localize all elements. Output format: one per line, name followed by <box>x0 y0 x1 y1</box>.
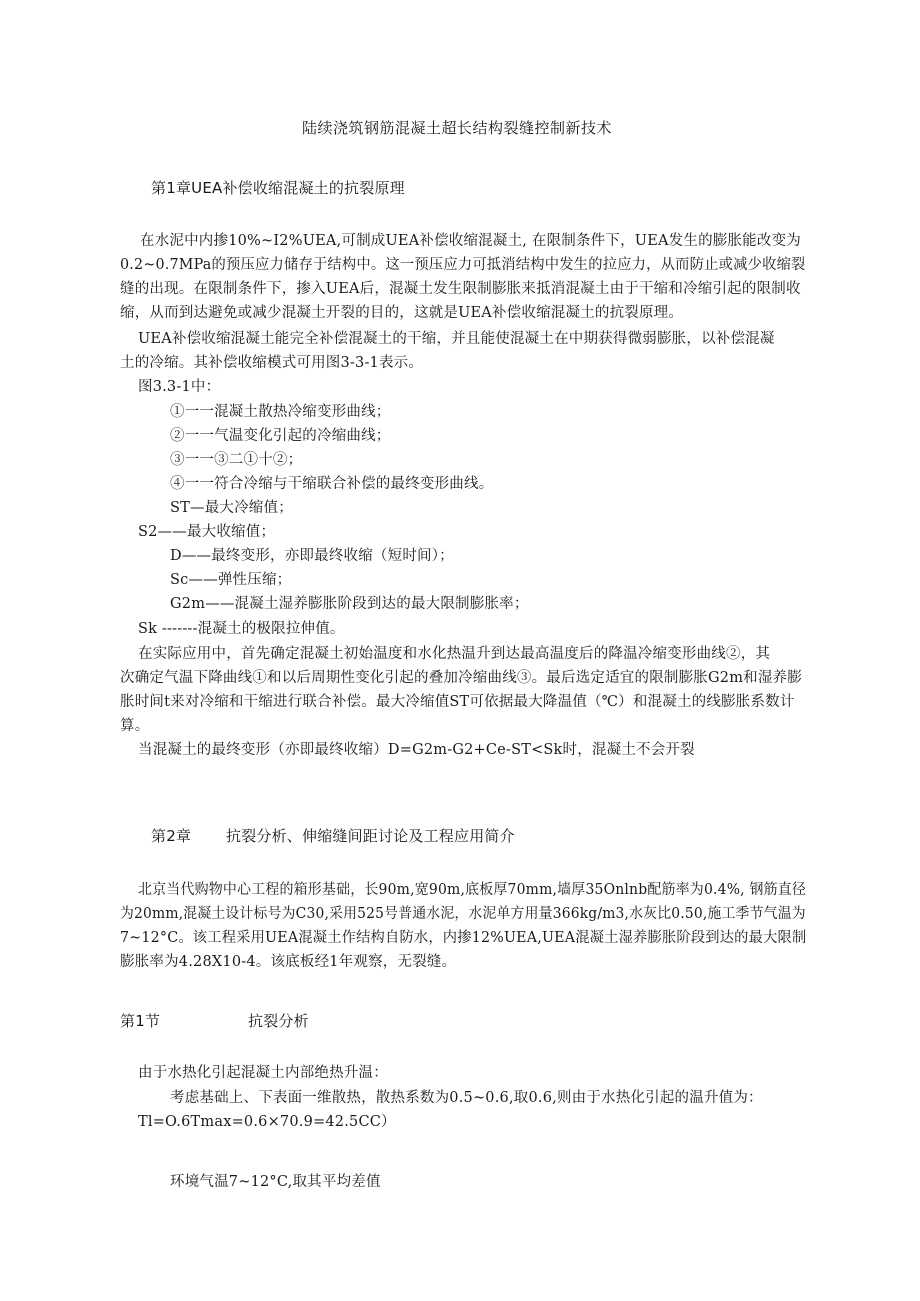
document-title: 陆续浇筑钢筋混凝土超长结构裂缝控制新技术 <box>302 119 613 137</box>
chapter-1-paragraph-4: 当混凝土的最终变形（亦即最终收缩）D=G2m-G2+Ce-ST<Sk时，混凝土不会开裂 <box>138 742 695 758</box>
legend-item: S2——最大收缩值； <box>138 524 276 540</box>
paragraph-line: UEA补偿收缩混凝土能完全补偿混凝土的干缩，并且能使混凝土在中期获得微弱膨胀，以补偿混凝 <box>138 331 775 347</box>
chapter-2-label: 第2章 <box>151 827 192 845</box>
section-1-paragraph-3: 环境气温7~12°C,取其平均差值 <box>170 1174 381 1190</box>
legend-item: ST—最大冷缩值； <box>170 500 293 516</box>
chapter-2-title: 抗裂分析、伸缩缝间距讨论及工程应用简介 <box>226 827 515 845</box>
legend-item: ②一一气温变化引起的冷缩曲线； <box>170 428 391 444</box>
legend-item: Sc——弹性压缩； <box>170 572 292 588</box>
paragraph-line: 在水泥中内掺10%~I2%UEA,可制成UEA补偿收缩混凝土, 在限制条件下，UEA发生的膨胀能改变为 <box>140 233 801 249</box>
section-1-paragraph-1: 由于水热化引起混凝土内部绝热升温： <box>138 1065 388 1081</box>
paragraph-line: 北京当代购物中心工程的箱形基础，长90m,宽90m,底板厚70mm,墙厚35Onlnb配筋率为0.4%, 钢筋直径 <box>138 882 807 898</box>
paragraph-line: 算。 <box>120 718 150 734</box>
paragraph-line: 胀时间t来对冷缩和干缩进行联合补偿。最大冷缩值ST可依据最大降温值（℃）和混凝土的线膨胀系数计 <box>120 694 795 710</box>
paragraph-line: 缩，从而到达避免或减少混凝土开裂的目的，这就是UEA补偿收缩混凝土的抗裂原理。 <box>120 305 684 321</box>
paragraph-line: 膨胀率为4.28X10-4。该底板经1年观察，无裂缝。 <box>120 954 457 970</box>
legend-item: ④一一符合冷缩与干缩联合补偿的最终变形曲线。 <box>170 476 494 492</box>
paragraph-line: 为20mm,混凝土设计标号为C30,采用525号普通水泥，水泥单方用量366kg/m3,水灰比0.50,施工季节气温为 <box>120 906 806 922</box>
legend-item: G2m——混凝土湿养膨胀阶段到达的最大限制膨胀率； <box>170 596 529 612</box>
chapter-1-heading: 第1章UEA补偿收缩混凝土的抗裂原理 <box>151 179 405 197</box>
legend-item: Sk -------混凝土的极限拉伸值。 <box>138 621 345 637</box>
paragraph-line: 缝的出现。在限制条件下，掺入UEA后，混凝土发生限制膨胀来抵消混凝土由于干缩和冷缩引起的限制收 <box>120 281 801 297</box>
paragraph-line: 在实际应用中，首先确定混凝土初始温度和水化热温升到达最高温度后的降温冷缩变形曲线②，其 <box>138 646 771 662</box>
paragraph-line: 7~12°C。该工程采用UEA混凝土作结构自防水，内掺12%UEA,UEA混凝土湿养膨胀阶段到达的最大限制 <box>120 930 807 946</box>
legend-item: ①一一混凝土散热冷缩变形曲线； <box>170 404 391 420</box>
section-1-paragraph-2: 考虑基础上、下表面一维散热，散热系数为0.5~0.6,取0.6,则由于水热化引起的温升值为： <box>170 1090 763 1106</box>
figure-intro: 图3.3-1中： <box>138 379 221 395</box>
legend-item: D——最终变形，亦即最终收缩（短时间）； <box>170 548 454 564</box>
paragraph-line: 0.2~0.7MPa的预压应力储存于结构中。这一预压应力可抵消结构中发生的拉应力，从而防止或减少收缩裂 <box>120 257 806 273</box>
section-1-title: 抗裂分析 <box>248 1012 309 1030</box>
paragraph-line: 土的冷缩。其补偿收缩模式可用图3-3-1表示。 <box>120 355 424 371</box>
legend-item: ③一一③二①十②； <box>170 452 303 468</box>
section-1-formula: Tl=O.6Tmax=0.6×70.9=42.5CC） <box>138 1114 396 1130</box>
section-1-label: 第1节 <box>120 1012 161 1030</box>
paragraph-line: 次确定气温下降曲线①和以后周期性变化引起的叠加冷缩曲线③。最后选定适宜的限制膨胀G2m和湿养膨 <box>120 670 802 686</box>
